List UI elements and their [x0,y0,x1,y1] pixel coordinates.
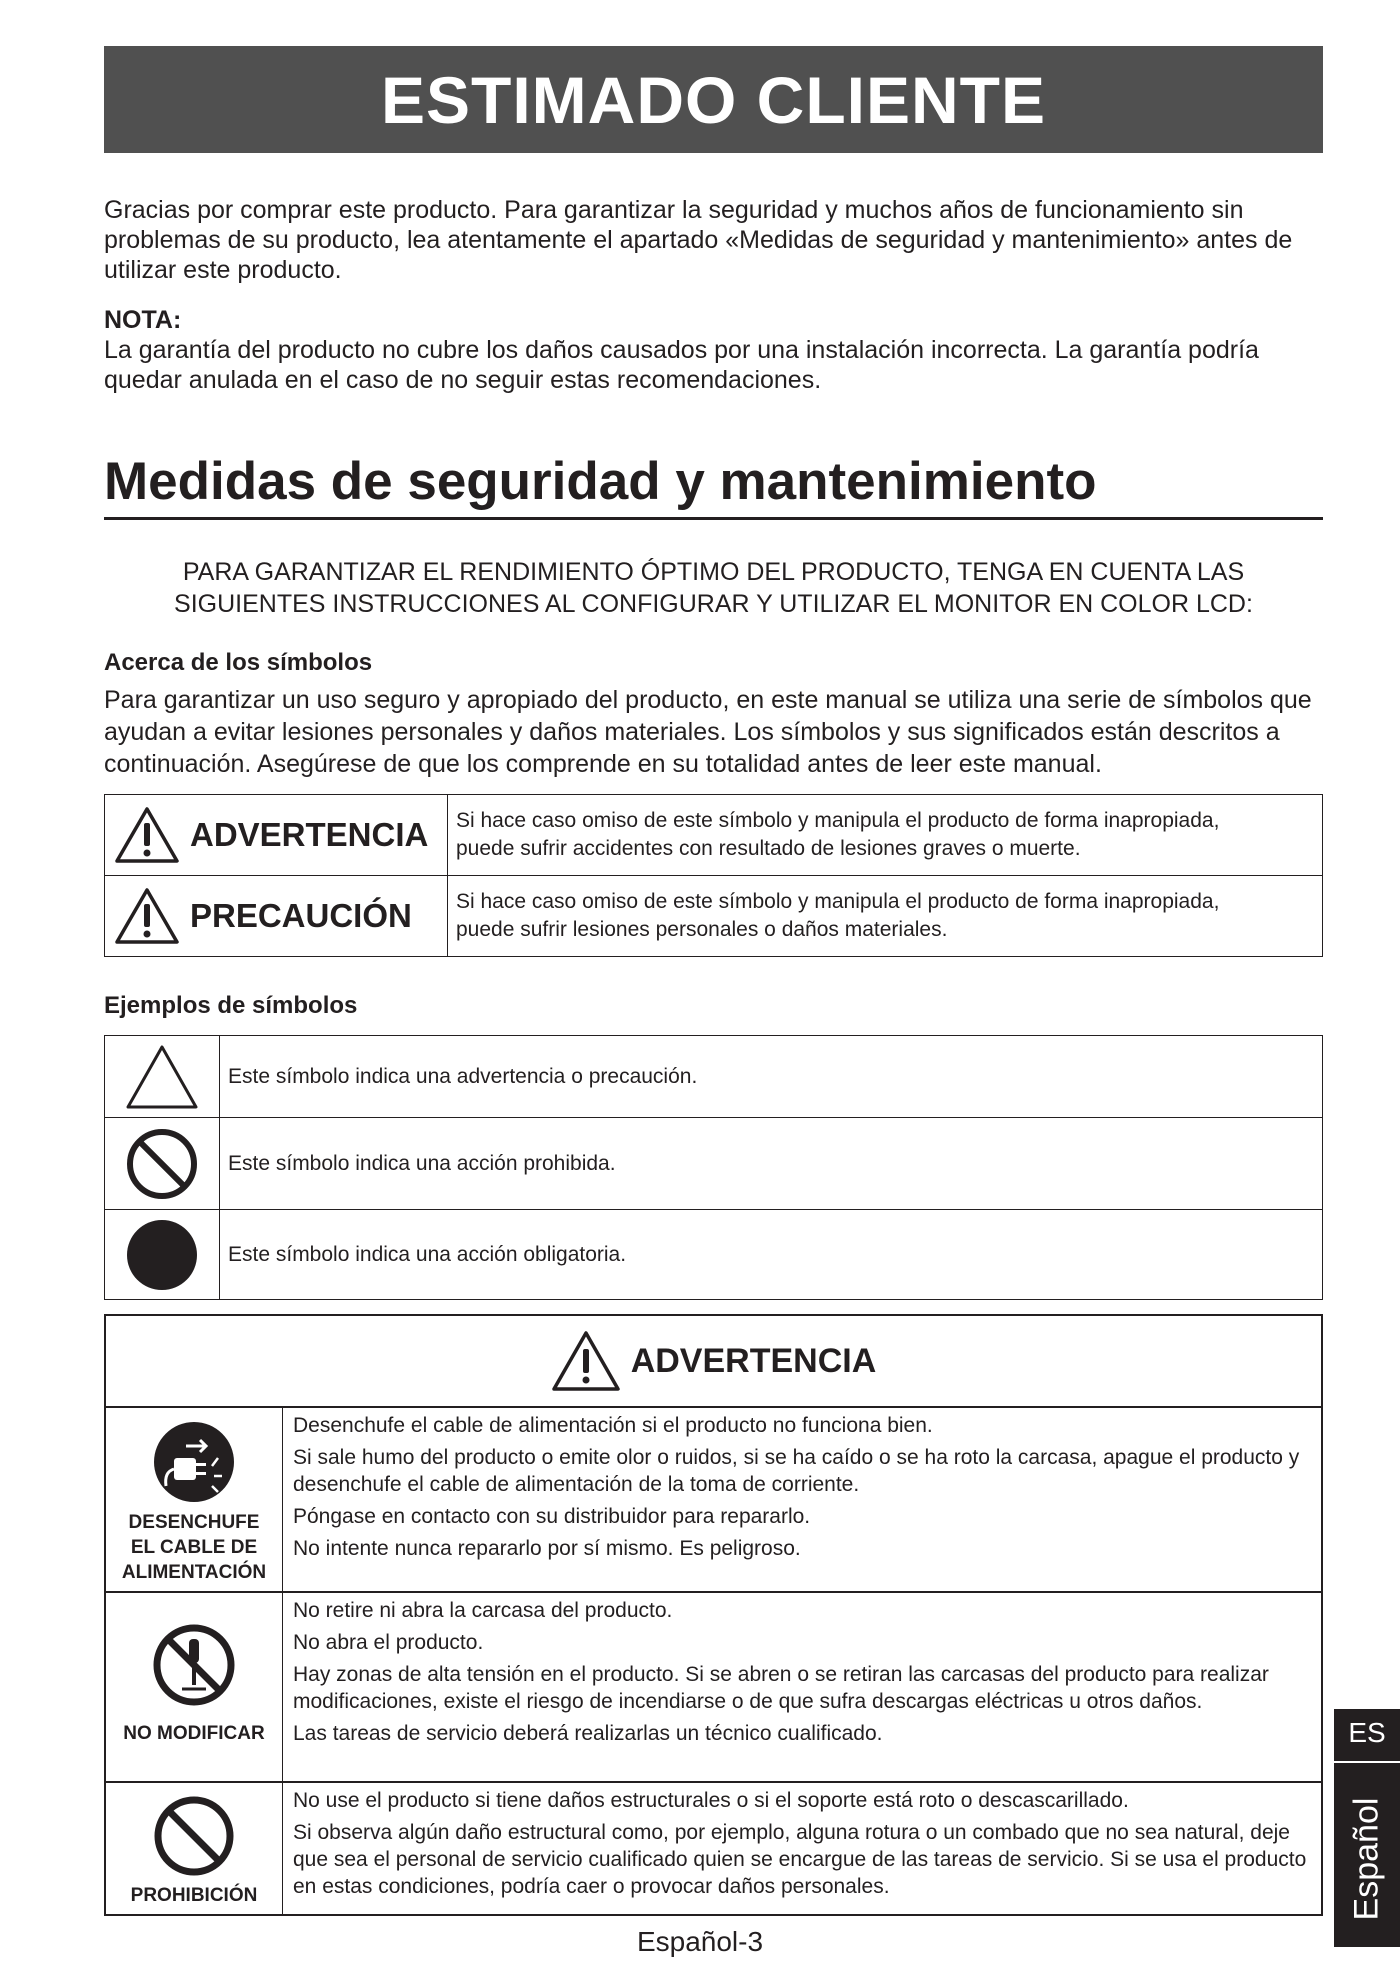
label-line: ALIMENTACIÓN [121,1562,267,1583]
signal-label: ADVERTENCIA [190,816,429,853]
label-line: NO MODIFICAR [123,1723,265,1744]
warning-icon-label [110,1883,278,1908]
signal-row-advertencia [105,795,1323,876]
page-banner [104,46,1323,153]
signal-word-table [104,794,1323,957]
warning-icon-label [110,1721,278,1746]
warning-line: Hay zonas de alta tensión en el producto. Si se abren o se retiran las carcasas del producto para realizar modificaciones, existe el riesgo de incendiarse o de que sufra descargas eléctricas u otros daños. [293,1663,1269,1713]
manual-page [104,46,1323,1916]
signal-label-cell [105,876,448,957]
warning-line: Póngase en contacto con su distribuidor para repararlo. [293,1505,811,1528]
signal-label: PRECAUCIÓN [190,897,412,934]
examples-table [104,1035,1323,1300]
no-disassembly-icon [152,1623,236,1707]
advertencia-table [106,1408,1321,1914]
warning-row [106,1592,1321,1782]
section-title: Medidas de seguridad y mantenimiento [104,451,1323,520]
warning-icon-cell [106,1592,283,1782]
warning-line: Desenchufe el cable de alimentación si el producto no funciona bien. [293,1414,933,1437]
example-text: Este símbolo indica una acción prohibida. [220,1118,1323,1210]
signal-desc-line: puede sufrir accidentes con resultado de lesiones graves o muerte. [456,837,1081,860]
unplug-icon [152,1420,236,1504]
advertencia-title: ADVERTENCIA [630,1341,877,1380]
warning-line: Si observa algún daño estructural como, por ejemplo, alguna rotura o un combado que no sea natural, deje que sea el personal de servicio cualificado quien se encargue de las tareas de servicio. Si se usa el producto en estas condiciones, podría caer o provocar daños personales. [293,1821,1307,1898]
example-text: Este símbolo indica una advertencia o precaución. [220,1036,1323,1118]
label-line: DESENCHUFE [128,1512,260,1533]
warning-triangle-icon [114,806,180,864]
signal-label-cell [105,795,448,876]
example-icon-cell [105,1118,220,1210]
label-line: PROHIBICIÓN [130,1885,258,1906]
about-symbols-text: Para garantizar un uso seguro y apropiado del producto, en este manual se utiliza una serie de símbolos que ayudan a evitar lesiones personales y daños materiales. Los símbolos y sus significados están descritos a continuación. Asegúrese de que los comprende en su totalidad antes de leer este manual. [104,686,1312,778]
prohibition-icon [153,1795,235,1877]
banner-title: ESTIMADO CLIENTE [380,62,1046,137]
warning-line: Si sale humo del producto o emite olor o ruidos, si se ha caído o se ha roto la carcasa, apague el producto y desenchufe el cable de alimentación de la toma de corriente. [293,1446,1300,1496]
signal-row-precaucion [105,876,1323,957]
warning-line: No use el producto si tiene daños estructurales o si el soporte está roto o descascarillado. [293,1789,1129,1812]
warning-text-cell [283,1408,1322,1592]
signal-description [448,876,1323,957]
example-row [105,1036,1323,1118]
warning-triangle-icon [551,1330,621,1392]
warning-line: No intente nunca repararlo por sí mismo. Es peligroso. [293,1537,801,1560]
nota-text: La garantía del producto no cubre los daños causados por una instalación incorrecta. La garantía podría quedar anulada en el caso de no seguir estas recomendaciones. [104,336,1259,394]
warning-line: Las tareas de servicio deberá realizarlas un técnico cualificado. [293,1722,883,1745]
advertencia-header [106,1316,1321,1408]
warning-row [106,1408,1321,1592]
warning-text-cell [283,1782,1322,1914]
example-row [105,1118,1323,1210]
language-side-tab [1334,1709,1400,1947]
signal-description [448,795,1323,876]
side-tab-divider [1334,1761,1400,1763]
warning-line: No retire ni abra la carcasa del producto. [293,1599,673,1622]
page-number: Español-3 [636,1926,764,1957]
filled-circle-icon [125,1218,199,1292]
label-line: EL CABLE DE [130,1537,258,1558]
warning-line: No abra el producto. [293,1631,484,1654]
warning-icon-label [110,1510,278,1585]
example-row [105,1210,1323,1300]
triangle-outline-icon [125,1044,199,1110]
examples-heading: Ejemplos de símbolos [104,992,358,1019]
warning-icon-cell [106,1408,283,1592]
example-icon-cell [105,1036,220,1118]
example-icon-cell [105,1210,220,1300]
warning-icon-cell [106,1782,283,1914]
advertencia-box [104,1314,1323,1916]
language-name: Español [1347,1797,1386,1921]
caution-triangle-icon [114,887,180,945]
caps-line-1: PARA GARANTIZAR EL RENDIMIENTO ÓPTIMO DEL PRODUCTO, TENGA EN CUENTA LAS [182,558,1245,586]
language-code: ES [1348,1717,1386,1748]
about-symbols-heading: Acerca de los símbolos [104,649,373,676]
example-text: Este símbolo indica una acción obligatoria. [220,1210,1323,1300]
warning-row [106,1782,1321,1914]
page-footer [0,1926,1400,1958]
signal-desc-line: puede sufrir lesiones personales o daños materiales. [456,918,948,941]
prohibition-icon [125,1127,199,1201]
caps-line-2: SIGUIENTES INSTRUCCIONES AL CONFIGURAR Y UTILIZAR EL MONITOR EN COLOR LCD: [174,590,1253,618]
caps-instructions [104,556,1323,620]
signal-desc-line: Si hace caso omiso de este símbolo y manipula el producto de forma inapropiada, [456,809,1220,832]
intro-paragraph: Gracias por comprar este producto. Para garantizar la seguridad y muchos años de funcionamiento sin problemas de su producto, lea atentamente el apartado «Medidas de seguridad y mantenimiento» antes de utilizar este producto. [104,196,1293,284]
nota-label: NOTA: [104,306,182,334]
signal-desc-line: Si hace caso omiso de este símbolo y manipula el producto de forma inapropiada, [456,890,1220,913]
warning-text-cell [283,1592,1322,1782]
